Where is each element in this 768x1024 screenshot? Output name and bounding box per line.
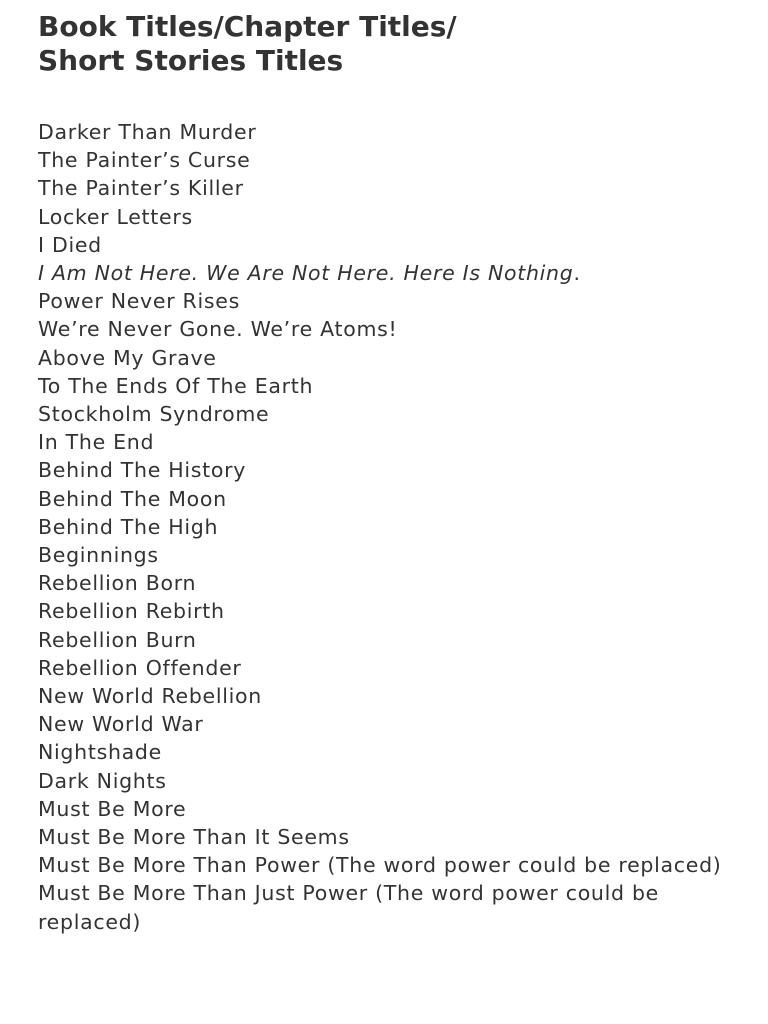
list-item: Locker Letters <box>38 204 193 229</box>
list-item: Nightshade <box>38 740 162 765</box>
list-item: Rebellion Offender <box>38 655 242 680</box>
list-item: New World Rebellion <box>38 684 262 709</box>
list-item: Must Be More Than Just Power (The word power could be replaced) <box>38 881 659 934</box>
list-item: Above My Grave <box>38 345 217 370</box>
page-title-line-2: Short Stories Titles <box>38 44 344 77</box>
list-item: Must Be More Than It Seems <box>38 825 350 850</box>
list-item: Rebellion Rebirth <box>38 599 225 624</box>
list-item: Power Never Rises <box>38 289 240 314</box>
list-item: Must Be More Than Power (The word power could be replaced) <box>38 853 722 878</box>
list-item: Must Be More <box>38 796 187 821</box>
titles-list <box>38 118 748 936</box>
list-item: Behind The History <box>38 458 247 483</box>
list-item: Beginnings <box>38 543 159 568</box>
page-title-line-1: Book Titles/Chapter Titles/ <box>38 10 457 43</box>
document-page <box>38 10 748 936</box>
page-title <box>38 10 748 78</box>
list-item: Rebellion Burn <box>38 627 197 652</box>
list-item: I Died <box>38 232 102 257</box>
list-item: To The Ends Of The Earth <box>38 373 314 398</box>
list-item: Stockholm Syndrome <box>38 402 270 427</box>
list-item: New World War <box>38 712 204 737</box>
italic-title-period: . <box>573 261 581 286</box>
list-item: The Painter’s Killer <box>38 176 244 201</box>
list-item: We’re Never Gone. We’re Atoms! <box>38 317 398 342</box>
list-item: Behind The High <box>38 514 219 539</box>
list-item: Behind The Moon <box>38 486 227 511</box>
list-item: Darker Than Murder <box>38 120 257 144</box>
list-item: In The End <box>38 430 155 455</box>
list-item: Dark Nights <box>38 768 167 793</box>
list-item: The Painter’s Curse <box>38 148 251 173</box>
italic-title-text: I Am Not Here. We Are Not Here. Here Is Nothing <box>38 261 574 286</box>
list-item-italic <box>38 259 748 287</box>
list-item: Rebellion Born <box>38 571 197 596</box>
